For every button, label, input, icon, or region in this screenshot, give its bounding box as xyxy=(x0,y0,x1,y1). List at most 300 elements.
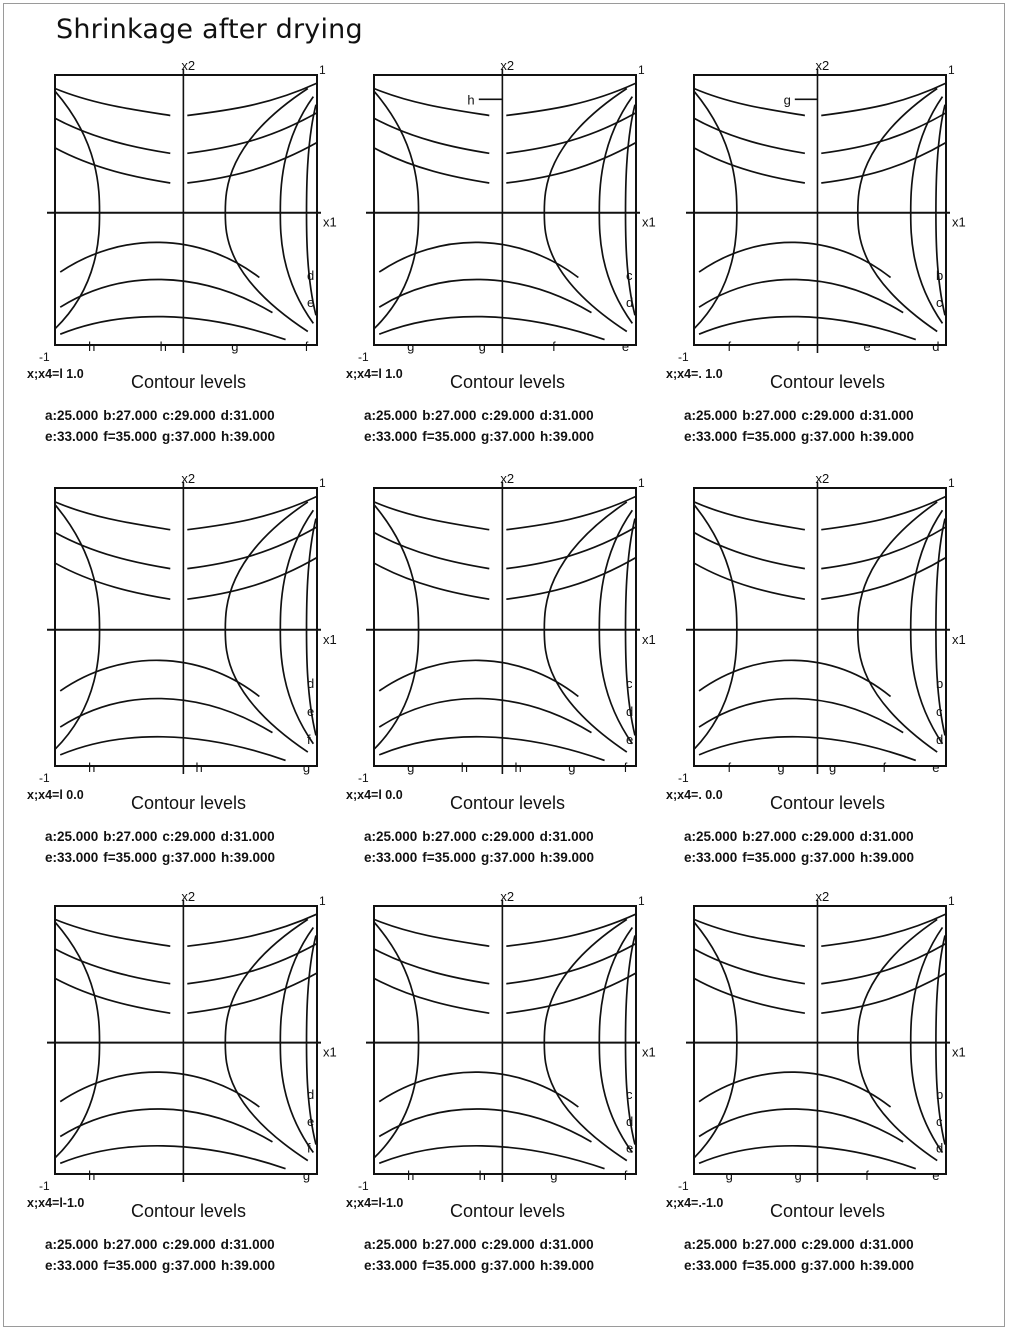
contour-lines xyxy=(694,496,946,760)
plot-border xyxy=(694,906,946,1174)
corner-max-label: 1 xyxy=(638,894,645,908)
x1-axis-label: x1 xyxy=(323,631,337,647)
contour-line-top-left-2 xyxy=(374,532,489,568)
level-h: h:39.000 xyxy=(221,429,276,444)
level-b: b:27.000 xyxy=(103,1237,158,1252)
bottom-contour-label: g xyxy=(550,1168,558,1183)
contour-line-bottom-2 xyxy=(699,279,903,312)
contour-line-right-2 xyxy=(911,97,943,324)
corner-min-label: -1 xyxy=(358,350,369,364)
bottom-contour-label: g xyxy=(302,1168,311,1183)
x1-axis-label: x1 xyxy=(642,631,656,647)
bottom-contour-label: f xyxy=(882,760,887,775)
contour-line-right-3 xyxy=(307,105,316,316)
contour-levels-legend xyxy=(45,1234,280,1276)
bottom-contour-label: g xyxy=(407,760,415,775)
bottom-contour-label: f xyxy=(727,339,732,354)
contour-line-top-left-1 xyxy=(374,919,489,946)
level-d: d:31.000 xyxy=(859,1237,914,1252)
level-g: g:37.000 xyxy=(480,1258,536,1273)
x1-axis-label: x1 xyxy=(952,631,966,647)
level-a: a:25.000 xyxy=(45,1237,99,1252)
level-a: a:25.000 xyxy=(364,829,418,844)
level-h: h:39.000 xyxy=(860,429,915,444)
contour-line-top-right-1 xyxy=(506,914,636,946)
right-contour-label: b xyxy=(936,676,944,692)
level-a: a:25.000 xyxy=(45,408,99,423)
level-h: h:39.000 xyxy=(221,1258,276,1273)
bottom-contour-label: f xyxy=(796,339,800,354)
right-contour-label: f xyxy=(307,731,311,747)
plot-border xyxy=(374,906,636,1174)
level-g: g:37.000 xyxy=(161,850,217,865)
level-e: e:33.000 xyxy=(45,429,99,444)
level-f: f=35.000 xyxy=(103,1258,157,1273)
level-e: e:33.000 xyxy=(684,850,738,865)
level-b: b:27.000 xyxy=(103,829,158,844)
right-contour-label: c xyxy=(626,676,633,692)
contour-line-top-right-1 xyxy=(506,83,636,115)
figure-title: Shrinkage after drying xyxy=(56,14,363,45)
contour-line-top-right-2 xyxy=(187,113,317,154)
slice-label: x;x4=. 1.0 xyxy=(666,367,723,381)
contour-line-left xyxy=(694,922,737,1158)
contour-levels-legend xyxy=(364,1234,599,1276)
contour-line-bottom-1 xyxy=(699,317,916,340)
contour-lines xyxy=(694,83,946,340)
contour-line-top-right-3 xyxy=(506,973,636,1013)
level-h: h:39.000 xyxy=(540,850,595,865)
contour-line-left xyxy=(694,505,737,750)
contour-levels-caption: Contour levels xyxy=(770,793,886,813)
contour-line-bottom-2 xyxy=(379,699,591,733)
contour-line-top-right-3 xyxy=(821,558,946,600)
bottom-contour-label: g xyxy=(828,760,837,775)
level-d: d:31.000 xyxy=(220,1237,275,1252)
x1-axis-label: x1 xyxy=(642,1044,656,1060)
level-c: c:29.000 xyxy=(162,408,216,423)
contour-line-top-right-2 xyxy=(506,944,636,984)
right-contour-label: e xyxy=(307,1113,315,1129)
x2-axis-label: x2 xyxy=(815,58,830,73)
contour-line-bottom-2 xyxy=(379,1109,591,1142)
right-contour-label: d xyxy=(307,268,315,284)
contour-line-top-left-2 xyxy=(374,949,489,984)
bottom-contour-label: g xyxy=(725,1168,733,1183)
x2-axis-label: x2 xyxy=(181,58,196,73)
contour-line-bottom-2 xyxy=(699,699,903,733)
slice-label: x;x4=l-1.0 xyxy=(27,1196,85,1210)
slice-label: x;x4=l 0.0 xyxy=(346,788,403,802)
level-h: h:39.000 xyxy=(221,850,276,865)
level-e: e:33.000 xyxy=(684,429,738,444)
corner-max-label: 1 xyxy=(948,894,955,908)
contour-line-top-left-1 xyxy=(374,502,489,530)
contour-plot-2 xyxy=(354,55,656,365)
contour-line-bottom-2 xyxy=(60,699,272,733)
contour-line-top-left-2 xyxy=(694,532,805,568)
level-e: e:33.000 xyxy=(45,850,99,865)
contour-line-top-left-1 xyxy=(55,89,170,116)
right-contour-label: e xyxy=(307,703,315,719)
contour-line-top-right-1 xyxy=(506,496,636,529)
bottom-contour-label: h xyxy=(460,760,469,775)
level-f: f=35.000 xyxy=(422,1258,476,1273)
contour-line-top-right-2 xyxy=(821,527,946,569)
plot-border xyxy=(694,75,946,345)
contour-levels-legend xyxy=(45,405,280,447)
contour-line-right-3 xyxy=(936,105,945,316)
right-contour-label: c xyxy=(936,703,943,719)
bottom-contour-label: h xyxy=(195,760,203,775)
slice-label: x;x4=. 0.0 xyxy=(666,788,723,802)
right-contour-label: f xyxy=(307,1140,311,1156)
contour-line-top-left-3 xyxy=(374,563,489,599)
contour-line-top-right-3 xyxy=(506,558,636,600)
level-e: e:33.000 xyxy=(45,1258,99,1273)
level-b: b:27.000 xyxy=(742,1237,797,1252)
level-g: g:37.000 xyxy=(800,1258,856,1273)
bottom-contour-label: g xyxy=(777,760,785,775)
contour-line-bottom-1 xyxy=(60,317,285,340)
contour-line-top-right-2 xyxy=(187,944,317,984)
bottom-contour-label: d xyxy=(932,339,940,354)
right-contour-label: c xyxy=(626,268,633,284)
contour-plot-7 xyxy=(35,886,337,1194)
level-g: g:37.000 xyxy=(161,1258,217,1273)
level-a: a:25.000 xyxy=(45,829,99,844)
bottom-contour-label: h xyxy=(88,1168,96,1183)
level-d: d:31.000 xyxy=(539,408,594,423)
x2-axis-label: x2 xyxy=(181,471,196,486)
right-contour-label: c xyxy=(626,1086,633,1102)
contour-line-bottom-1 xyxy=(379,1146,604,1169)
x2-axis-label: x2 xyxy=(815,471,830,486)
level-g: g:37.000 xyxy=(480,850,536,865)
corner-min-label: -1 xyxy=(358,771,369,785)
contour-plot-9 xyxy=(674,886,966,1194)
contour-line-top-left-3 xyxy=(55,978,170,1013)
contour-line-top-left-1 xyxy=(694,919,805,946)
contour-levels-legend xyxy=(45,826,280,868)
contour-line-left xyxy=(55,505,100,750)
plot-border xyxy=(374,488,636,766)
contour-line-top-left-2 xyxy=(694,949,805,984)
slice-label: x;x4=l 1.0 xyxy=(27,367,84,381)
contour-line-right-3 xyxy=(626,105,635,316)
corner-max-label: 1 xyxy=(638,476,645,490)
level-c: c:29.000 xyxy=(481,408,535,423)
contour-line-top-left-3 xyxy=(694,148,805,183)
right-contour-label: d xyxy=(936,731,944,747)
contour-line-bottom-2 xyxy=(379,279,591,312)
x2-axis-label: x2 xyxy=(500,471,515,486)
plot-border xyxy=(374,75,636,345)
level-d: d:31.000 xyxy=(220,408,275,423)
level-f: f=35.000 xyxy=(742,850,796,865)
contour-line-top-right-2 xyxy=(506,113,636,154)
level-e: e:33.000 xyxy=(364,850,418,865)
bottom-contour-label: h xyxy=(88,760,96,775)
level-c: c:29.000 xyxy=(801,829,855,844)
bottom-contour-label: e xyxy=(621,339,630,354)
contour-line-top-right-1 xyxy=(821,83,946,115)
right-contour-label: d xyxy=(307,1086,315,1102)
contour-line-top-right-3 xyxy=(187,143,317,184)
right-contour-label: c xyxy=(936,1113,943,1129)
contour-levels-caption: Contour levels xyxy=(770,372,886,392)
right-contour-label: c xyxy=(936,295,943,311)
level-e: e:33.000 xyxy=(684,1258,738,1273)
corner-max-label: 1 xyxy=(319,476,326,490)
contour-plot-1 xyxy=(35,55,337,365)
contour-levels-caption: Contour levels xyxy=(131,372,247,392)
level-a: a:25.000 xyxy=(364,1237,418,1252)
contour-line-top-right-2 xyxy=(187,527,317,569)
contour-line-left xyxy=(55,922,100,1158)
corner-min-label: -1 xyxy=(39,350,50,364)
corner-max-label: 1 xyxy=(638,63,645,77)
right-contour-label: d xyxy=(626,703,634,719)
contour-line-bottom-2 xyxy=(60,279,272,312)
x1-axis-label: x1 xyxy=(323,1044,337,1060)
bottom-contour-label: f xyxy=(304,339,309,354)
contour-line-top-right-2 xyxy=(821,944,946,984)
contour-line-top-left-2 xyxy=(55,532,170,568)
level-b: b:27.000 xyxy=(422,408,477,423)
contour-line-left xyxy=(694,91,737,329)
contour-levels-caption: Contour levels xyxy=(770,1201,886,1221)
level-f: f=35.000 xyxy=(103,429,157,444)
contour-line-top-left-2 xyxy=(694,118,805,153)
bottom-contour-label: f xyxy=(623,1168,628,1183)
level-f: f=35.000 xyxy=(422,850,476,865)
contour-line-top-right-1 xyxy=(187,496,317,529)
level-d: d:31.000 xyxy=(539,1237,594,1252)
right-contour-label: e xyxy=(307,295,315,311)
x1-axis-label: x1 xyxy=(323,214,337,230)
right-contour-label: b xyxy=(936,1086,944,1102)
level-f: f=35.000 xyxy=(742,1258,796,1273)
contour-lines xyxy=(55,83,317,340)
contour-line-top-left-2 xyxy=(55,949,170,984)
right-contour-label: d xyxy=(626,295,634,311)
contour-line-right-2 xyxy=(599,97,632,324)
contour-line-bottom-1 xyxy=(699,737,916,761)
contour-line-top-right-3 xyxy=(187,558,317,600)
level-g: g:37.000 xyxy=(800,429,856,444)
corner-min-label: -1 xyxy=(678,771,689,785)
bottom-contour-label: e xyxy=(932,1168,940,1183)
slice-label: x;x4=.-1.0 xyxy=(666,1196,724,1210)
plot-border xyxy=(55,75,317,345)
contour-line-top-right-3 xyxy=(821,973,946,1013)
contour-line-bottom-1 xyxy=(60,1146,285,1169)
bottom-contour-label: h xyxy=(407,1168,415,1183)
contour-line-left xyxy=(374,922,419,1158)
contour-line-bottom-1 xyxy=(699,1146,916,1169)
bottom-contour-label: g xyxy=(407,339,415,354)
contour-line-top-right-1 xyxy=(821,914,946,946)
contour-line-left xyxy=(374,91,419,329)
level-h: h:39.000 xyxy=(860,850,915,865)
contour-plot-6 xyxy=(674,468,966,786)
level-b: b:27.000 xyxy=(103,408,158,423)
contour-levels-caption: Contour levels xyxy=(450,372,566,392)
bottom-contour-label: f xyxy=(865,1168,869,1183)
contour-line-top-left-1 xyxy=(694,502,805,530)
level-h: h:39.000 xyxy=(540,429,595,444)
contour-line-top-left-3 xyxy=(694,978,805,1013)
level-c: c:29.000 xyxy=(801,408,855,423)
bottom-contour-label: f xyxy=(552,339,556,354)
level-f: f=35.000 xyxy=(103,850,157,865)
bottom-contour-label: h xyxy=(514,760,522,775)
level-d: d:31.000 xyxy=(859,408,914,423)
contour-line-bottom-1 xyxy=(60,737,285,761)
contour-line-right-3 xyxy=(307,519,316,736)
contour-plot-4 xyxy=(35,468,337,786)
contour-line-left xyxy=(55,91,100,329)
x1-axis-label: x1 xyxy=(642,214,656,230)
bottom-contour-label: f xyxy=(623,760,628,775)
contour-line-top-left-1 xyxy=(55,919,170,946)
plot-border xyxy=(694,488,946,766)
level-g: g:37.000 xyxy=(800,850,856,865)
bottom-contour-label: g xyxy=(794,1168,802,1183)
level-c: c:29.000 xyxy=(481,1237,535,1252)
bottom-contour-label: g xyxy=(478,339,486,354)
contour-line-top-left-3 xyxy=(55,563,170,599)
x2-axis-label: x2 xyxy=(500,58,515,73)
level-f: f=35.000 xyxy=(742,429,796,444)
level-c: c:29.000 xyxy=(162,1237,216,1252)
corner-min-label: -1 xyxy=(678,1179,689,1193)
contour-lines xyxy=(694,914,946,1169)
level-d: d:31.000 xyxy=(859,829,914,844)
level-d: d:31.000 xyxy=(539,829,594,844)
contour-levels-caption: Contour levels xyxy=(131,1201,247,1221)
top-contour-label: g xyxy=(783,92,791,108)
contour-levels-caption: Contour levels xyxy=(450,793,566,813)
corner-max-label: 1 xyxy=(319,63,326,77)
bottom-contour-label: g xyxy=(231,339,239,354)
level-c: c:29.000 xyxy=(801,1237,855,1252)
level-a: a:25.000 xyxy=(684,408,738,423)
contour-line-left xyxy=(374,505,419,750)
contour-levels-legend xyxy=(684,826,919,868)
level-e: e:33.000 xyxy=(364,1258,418,1273)
level-a: a:25.000 xyxy=(684,829,738,844)
level-b: b:27.000 xyxy=(422,829,477,844)
slice-label: x;x4=l 1.0 xyxy=(346,367,403,381)
bottom-contour-label: e xyxy=(863,339,871,354)
contour-lines xyxy=(55,496,317,760)
level-a: a:25.000 xyxy=(684,1237,738,1252)
contour-line-top-left-2 xyxy=(55,118,170,153)
contour-levels-caption: Contour levels xyxy=(131,793,247,813)
level-c: c:29.000 xyxy=(162,829,216,844)
contour-plot-5 xyxy=(354,468,656,786)
top-contour-label: h xyxy=(467,92,475,108)
contour-levels-legend xyxy=(684,1234,919,1276)
level-b: b:27.000 xyxy=(742,408,797,423)
right-contour-label: e xyxy=(626,731,634,747)
corner-max-label: 1 xyxy=(948,476,955,490)
contour-line-top-right-1 xyxy=(187,83,317,115)
contour-line-top-right-2 xyxy=(506,527,636,569)
contour-line-right-3 xyxy=(936,519,945,736)
corner-min-label: -1 xyxy=(358,1179,369,1193)
bottom-contour-label: h xyxy=(159,339,167,354)
corner-max-label: 1 xyxy=(948,63,955,77)
level-d: d:31.000 xyxy=(220,829,275,844)
corner-min-label: -1 xyxy=(39,1179,50,1193)
contour-line-top-right-1 xyxy=(187,914,317,946)
level-b: b:27.000 xyxy=(422,1237,477,1252)
contour-lines xyxy=(374,83,636,340)
level-g: g:37.000 xyxy=(480,429,536,444)
contour-levels-caption: Contour levels xyxy=(450,1201,566,1221)
bottom-contour-label: e xyxy=(932,760,940,775)
contour-line-top-left-3 xyxy=(374,978,489,1013)
level-a: a:25.000 xyxy=(364,408,418,423)
contour-levels-legend xyxy=(364,405,599,447)
contour-line-right-3 xyxy=(626,519,635,736)
plot-border xyxy=(55,906,317,1174)
contour-plot-8 xyxy=(354,886,656,1194)
x1-axis-label: x1 xyxy=(952,214,966,230)
contour-plot-3 xyxy=(674,55,966,365)
contour-line-top-right-3 xyxy=(187,973,317,1013)
contour-line-top-right-1 xyxy=(821,496,946,529)
right-contour-label: d xyxy=(307,676,315,692)
contour-line-top-right-3 xyxy=(821,143,946,184)
x2-axis-label: x2 xyxy=(500,889,515,904)
level-b: b:27.000 xyxy=(742,829,797,844)
contour-line-right-2 xyxy=(280,97,313,324)
contour-line-top-left-3 xyxy=(55,148,170,183)
contour-line-bottom-1 xyxy=(379,737,604,761)
right-contour-label: e xyxy=(626,1140,634,1156)
bottom-contour-label: g xyxy=(568,760,576,775)
plot-border xyxy=(55,488,317,766)
level-f: f=35.000 xyxy=(422,429,476,444)
contour-levels-legend xyxy=(684,405,919,447)
contour-line-bottom-2 xyxy=(60,1109,272,1142)
contour-line-top-left-1 xyxy=(55,502,170,530)
bottom-contour-label: f xyxy=(727,760,732,775)
contour-line-bottom-1 xyxy=(379,317,604,340)
level-g: g:37.000 xyxy=(161,429,217,444)
x1-axis-label: x1 xyxy=(952,1044,966,1060)
contour-line-top-right-3 xyxy=(506,143,636,184)
bottom-contour-label: h xyxy=(478,1168,486,1183)
corner-max-label: 1 xyxy=(319,894,326,908)
x2-axis-label: x2 xyxy=(181,889,196,904)
contour-line-top-left-3 xyxy=(694,563,805,599)
contour-lines xyxy=(374,496,636,760)
bottom-contour-label: g xyxy=(302,760,311,775)
contour-line-top-left-3 xyxy=(374,148,489,183)
contour-line-bottom-2 xyxy=(699,1109,903,1142)
level-c: c:29.000 xyxy=(481,829,535,844)
right-contour-label: b xyxy=(936,268,944,284)
contour-levels-legend xyxy=(364,826,599,868)
bottom-contour-label: h xyxy=(88,339,96,354)
right-contour-label: d xyxy=(626,1113,634,1129)
x2-axis-label: x2 xyxy=(815,889,830,904)
